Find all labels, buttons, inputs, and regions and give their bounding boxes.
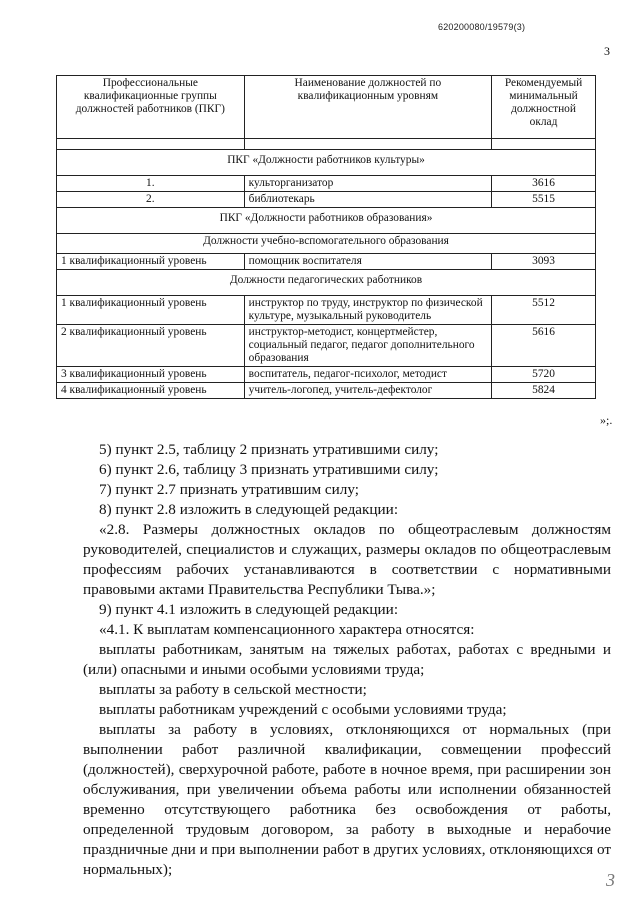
table-row <box>57 383 596 399</box>
header-positions: Наименование должностей по квалификационным уровням <box>244 76 491 139</box>
paragraph: выплаты работникам, занятым на тяжелых работах, работах с вредными и (или) опасными и иными особыми условиями труда; <box>83 641 611 678</box>
table-row <box>57 192 596 208</box>
row-salary: 5824 <box>492 383 596 399</box>
row-level: 1 квалификационный уровень <box>57 296 245 325</box>
table-spacer-row <box>57 139 596 150</box>
table-row <box>57 325 596 367</box>
paragraph: «2.8. Размеры должностных окладов по общеотраслевым должностям руководителей, специалистов и служащих, размеры окладов по общеотраслевым профессиям рабочих устанавливаются в соответствии с нормативными правовыми актами Правительства Республики Тыва.»; <box>83 521 611 598</box>
table-closing-mark: »;. <box>600 413 613 427</box>
paragraph: выплаты за работу в условиях, отклоняющихся от нормальных (при выполнении работ различной квалификации, совмещении профессий (должностей), сверхурочной работе, работе в ночное время, при расширении зон обслуживания, при увеличении объема работы или исполнении обязанностей временно отсутствующего работника без освобождения от работы, определенной трудовым договором, за работу в выходные и нерабочие праздничные дни и при выполнении работ в других условиях, отклоняющихся от нормальных); <box>83 721 611 878</box>
paragraph: 9) пункт 4.1 изложить в следующей редакции: <box>99 601 399 618</box>
row-salary: 5515 <box>492 192 596 208</box>
paragraph: 8) пункт 2.8 изложить в следующей редакции: <box>99 501 399 518</box>
table-row <box>57 254 596 270</box>
paragraph: выплаты работникам учреждений с особыми условиями труда; <box>99 701 507 718</box>
table-row <box>57 176 596 192</box>
row-position: инструктор-методист, концертмейстер, социальный педагог, педагог дополнительного образования <box>244 325 491 367</box>
footer-page-mark: 3 <box>606 870 615 890</box>
paragraph: выплаты за работу в сельской местности; <box>99 681 367 698</box>
row-position: учитель-логопед, учитель-дефектолог <box>244 383 491 399</box>
header-pkg: Профессиональные квалификационные группы должностей работников (ПКГ) <box>57 76 245 139</box>
paragraph: «4.1. К выплатам компенсационного характера относятся: <box>99 621 475 638</box>
row-position: культорганизатор <box>244 176 491 192</box>
row-level: 2 квалификационный уровень <box>57 325 245 367</box>
section-culture <box>57 150 596 176</box>
paragraph: 7) пункт 2.7 признать утратившим силу; <box>99 481 359 498</box>
amendment-text <box>83 440 611 880</box>
row-level: 2. <box>57 192 245 208</box>
row-salary: 5720 <box>492 367 596 383</box>
row-position: библиотекарь <box>244 192 491 208</box>
row-position: помощник воспитателя <box>244 254 491 270</box>
row-level: 1 квалификационный уровень <box>57 254 245 270</box>
header-salary: Рекомендуемый минимальный должностной оклад <box>492 76 596 139</box>
table-row <box>57 367 596 383</box>
section-education-title: ПКГ «Должности работников образования» <box>57 208 596 234</box>
row-level: 4 квалификационный уровень <box>57 383 245 399</box>
page-number: 3 <box>604 44 610 58</box>
row-salary: 3093 <box>492 254 596 270</box>
section-support <box>57 234 596 254</box>
paragraph: 5) пункт 2.5, таблицу 2 признать утратившими силу; <box>99 441 439 458</box>
salary-table <box>56 75 596 399</box>
section-pedagogical <box>57 270 596 296</box>
document-id: 620200080/19579(3) <box>438 22 526 32</box>
paragraph: 6) пункт 2.6, таблицу 3 признать утратившими силу; <box>99 461 439 478</box>
row-position: инструктор по труду, инструктор по физической культуре, музыкальный руководитель <box>244 296 491 325</box>
section-support-title: Должности учебно-вспомогательного образования <box>57 234 596 254</box>
section-education <box>57 208 596 234</box>
row-position: воспитатель, педагог-психолог, методист <box>244 367 491 383</box>
section-culture-title: ПКГ «Должности работников культуры» <box>57 150 596 176</box>
row-level: 3 квалификационный уровень <box>57 367 245 383</box>
row-salary: 3616 <box>492 176 596 192</box>
table-row <box>57 296 596 325</box>
row-salary: 5512 <box>492 296 596 325</box>
table-header-row <box>57 76 596 139</box>
row-level: 1. <box>57 176 245 192</box>
section-pedagogical-title: Должности педагогических работников <box>57 270 596 296</box>
row-salary: 5616 <box>492 325 596 367</box>
